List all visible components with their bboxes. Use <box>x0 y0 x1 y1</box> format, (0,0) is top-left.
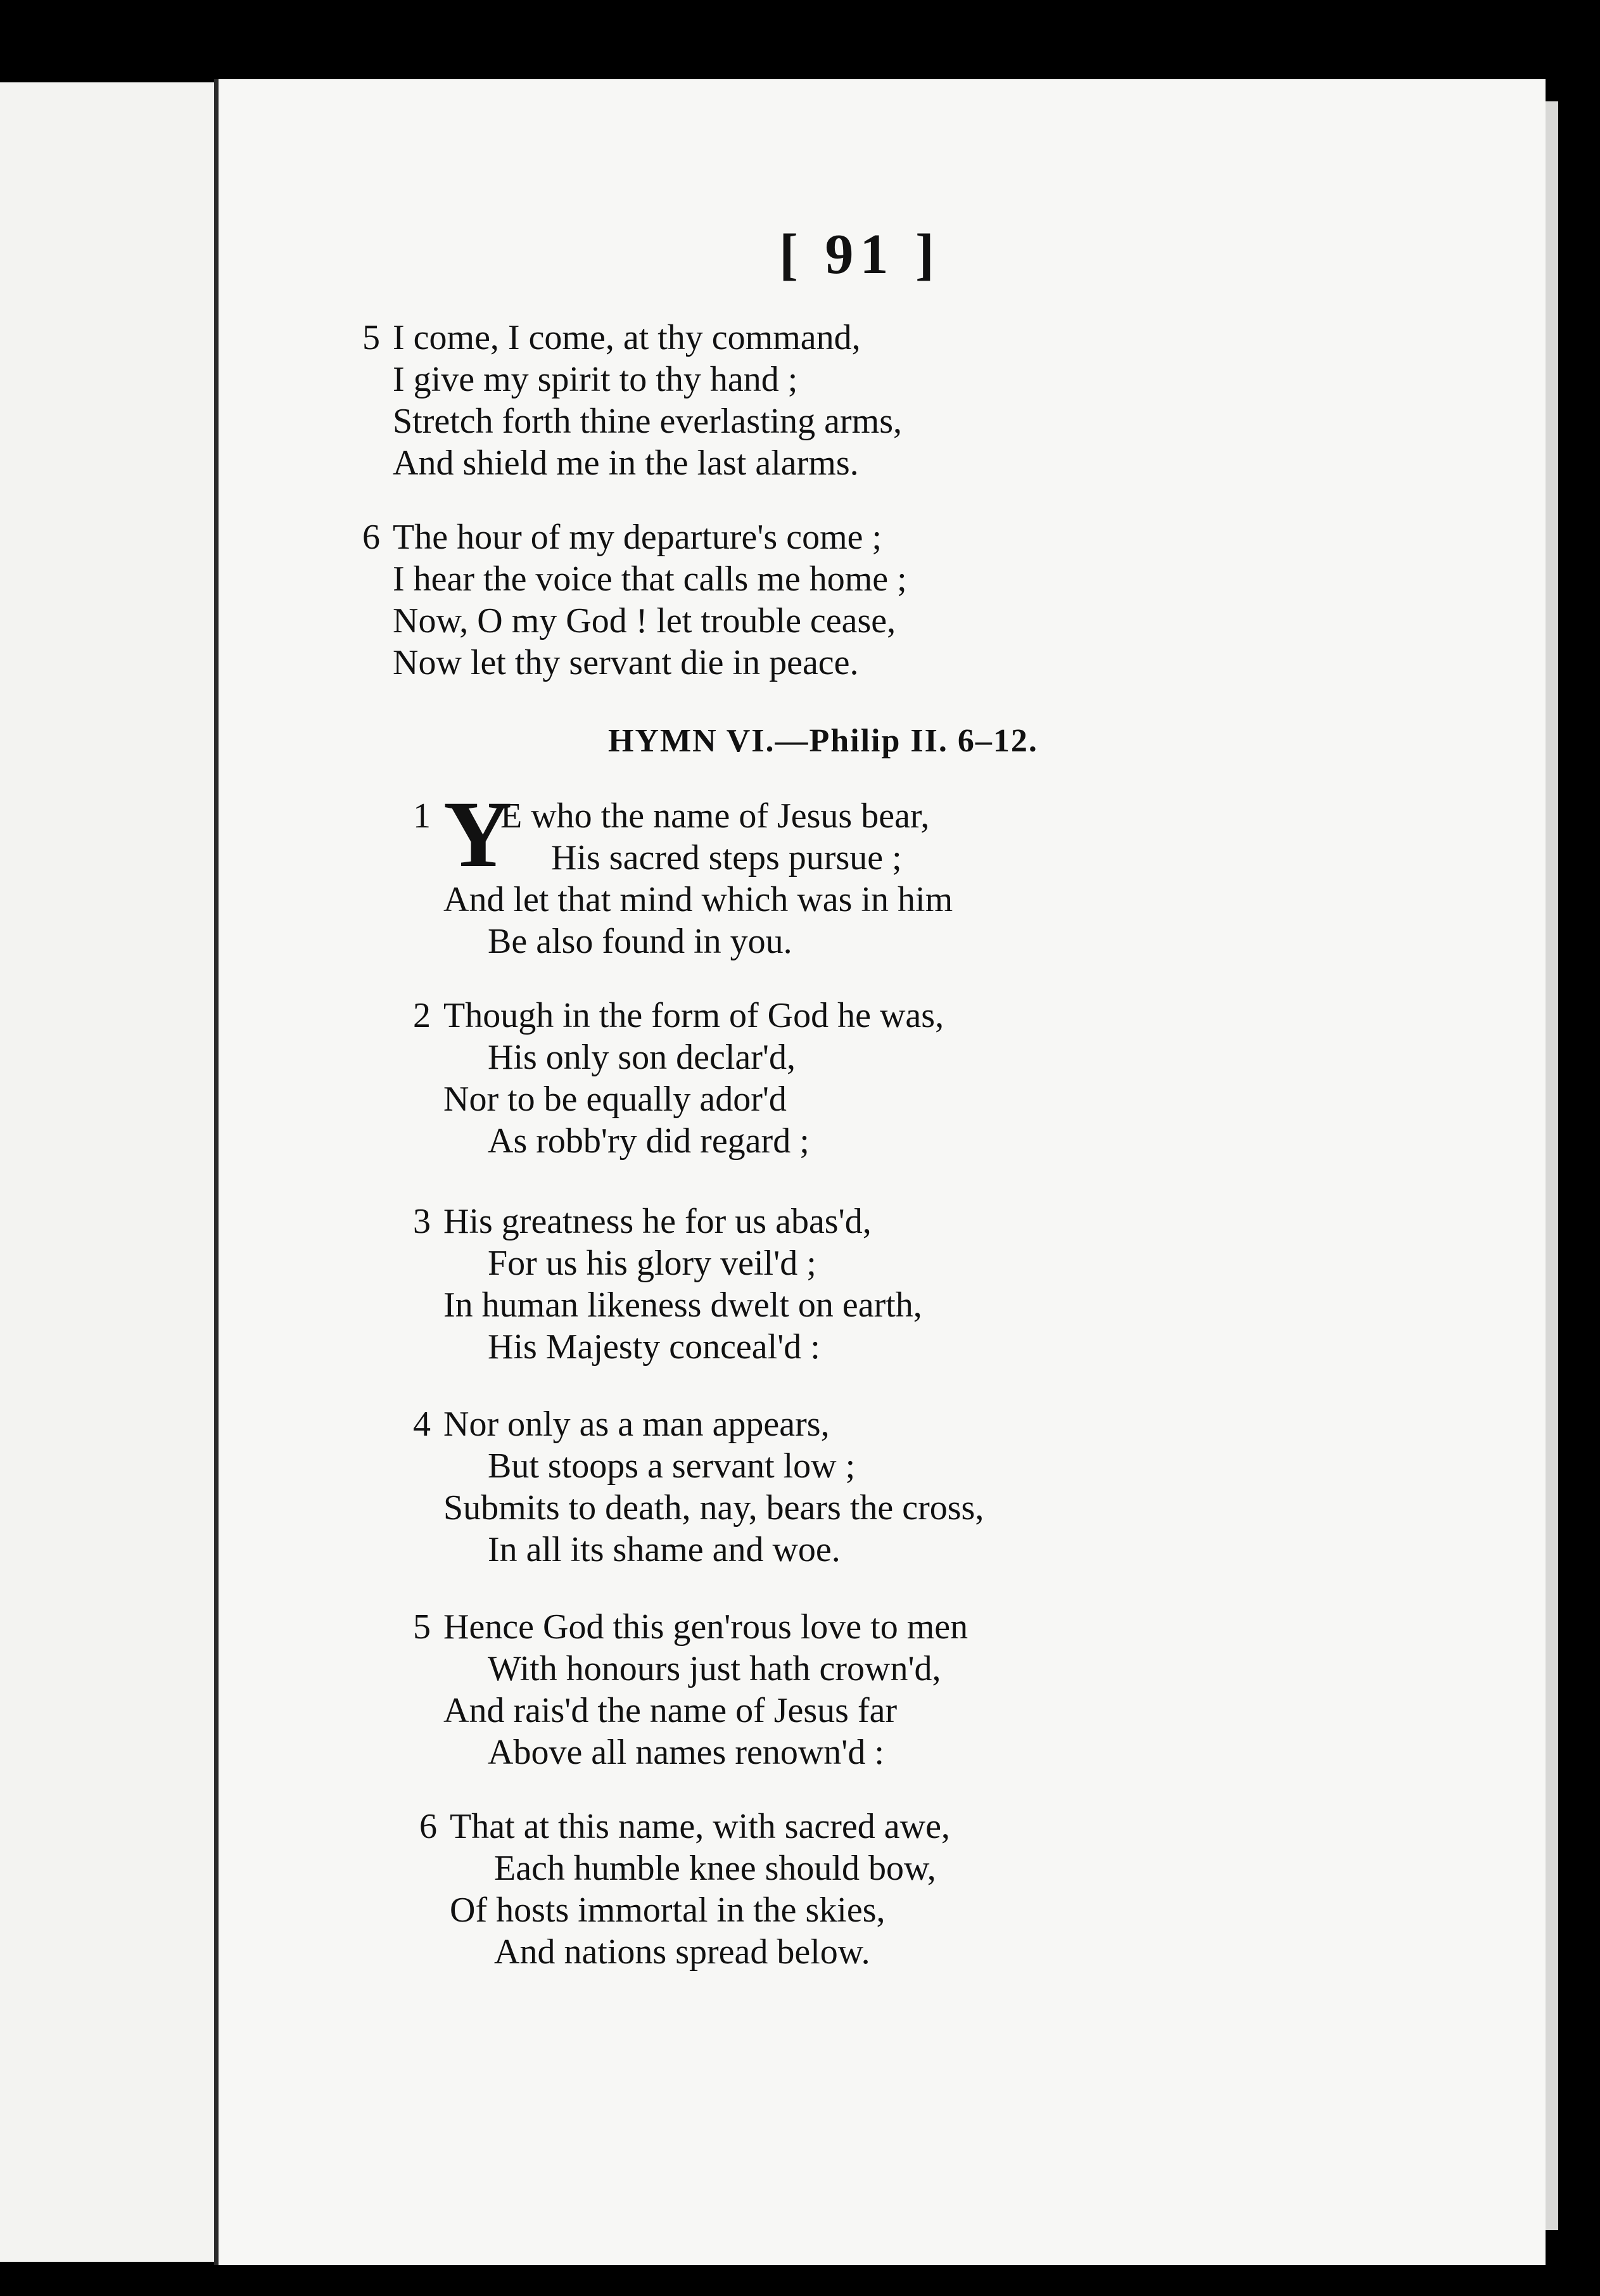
verse-line: Nor to be equally ador'd <box>443 1080 787 1119</box>
verse-line: His only son declar'd, <box>488 1038 796 1077</box>
verse-line: But stoops a servant low ; <box>488 1446 856 1486</box>
verse-line: Hence God this gen'rous love to men <box>443 1607 968 1647</box>
hymn-stanza-6 <box>419 1806 950 1973</box>
stanza-number: 5 <box>413 1607 431 1647</box>
stanza-number: 6 <box>362 518 380 557</box>
verse-line: Nor only as a man appears, <box>443 1405 830 1444</box>
verse-line: Now let thy servant die in peace. <box>393 643 859 682</box>
stanza-number: 3 <box>413 1202 431 1241</box>
verse-line: In human likeness dwelt on earth, <box>443 1285 922 1325</box>
stanza-continued-6 <box>362 516 907 684</box>
drop-cap: Y <box>443 782 512 887</box>
stanza-number: 2 <box>413 996 431 1035</box>
verse-line: For us his glory veil'd ; <box>488 1244 816 1283</box>
verse-line: E who the name of Jesus bear, <box>500 796 930 836</box>
verse-line: I come, I come, at thy command, <box>393 318 861 357</box>
verse-line: That at this name, with sacred awe, <box>450 1807 950 1846</box>
verse-line: And let that mind which was in him <box>443 880 953 919</box>
verse-line: Above all names renown'd : <box>488 1733 884 1772</box>
hymn-stanza-1 <box>413 782 953 962</box>
verse-line: And shield me in the last alarms. <box>393 443 859 483</box>
verse-line: His Majesty conceal'd : <box>488 1327 820 1367</box>
verse-line: Now, O my God ! let trouble cease, <box>393 601 896 641</box>
stanza-number: 5 <box>362 318 380 357</box>
verse-line: Be also found in you. <box>488 922 792 961</box>
verse-line: The hour of my departure's come ; <box>393 518 882 557</box>
verse-line: His sacred steps pursue ; <box>551 838 902 877</box>
hymn-stanza-4 <box>413 1403 984 1571</box>
hymn-title: HYMN VI.—Philip II. 6–12. <box>608 723 1038 759</box>
hymn-stanza-2 <box>413 995 944 1162</box>
verse-line: His greatness he for us abas'd, <box>443 1202 872 1241</box>
hymn-stanza-3 <box>413 1201 922 1368</box>
left-facing-leaf <box>0 82 215 2262</box>
stanza-number: 1 <box>413 796 431 836</box>
stanza-continued-5 <box>362 317 902 484</box>
page-number: [ 91 ] <box>779 223 941 286</box>
stanza-number: 4 <box>413 1405 431 1444</box>
verse-line: As robb'ry did regard ; <box>488 1121 810 1161</box>
verse-line: Of hosts immortal in the skies, <box>450 1891 886 1930</box>
verse-line: Each humble knee should bow, <box>494 1849 936 1888</box>
verse-line: I hear the voice that calls me home ; <box>393 559 907 599</box>
page-edge-shadow <box>1546 101 1558 2230</box>
verse-line: I give my spirit to thy hand ; <box>393 360 798 399</box>
verse-line: And rais'd the name of Jesus far <box>443 1691 898 1730</box>
stanza-number: 6 <box>419 1807 437 1846</box>
verse-line: Submits to death, nay, bears the cross, <box>443 1488 984 1527</box>
verse-line: With honours just hath crown'd, <box>488 1649 941 1688</box>
verse-line: And nations spread below. <box>494 1932 870 1972</box>
hymn-stanza-5 <box>413 1606 968 1773</box>
verse-line: Though in the form of God he was, <box>443 996 944 1035</box>
verse-line: Stretch forth thine everlasting arms, <box>393 402 902 441</box>
verse-line: In all its shame and woe. <box>488 1530 841 1569</box>
